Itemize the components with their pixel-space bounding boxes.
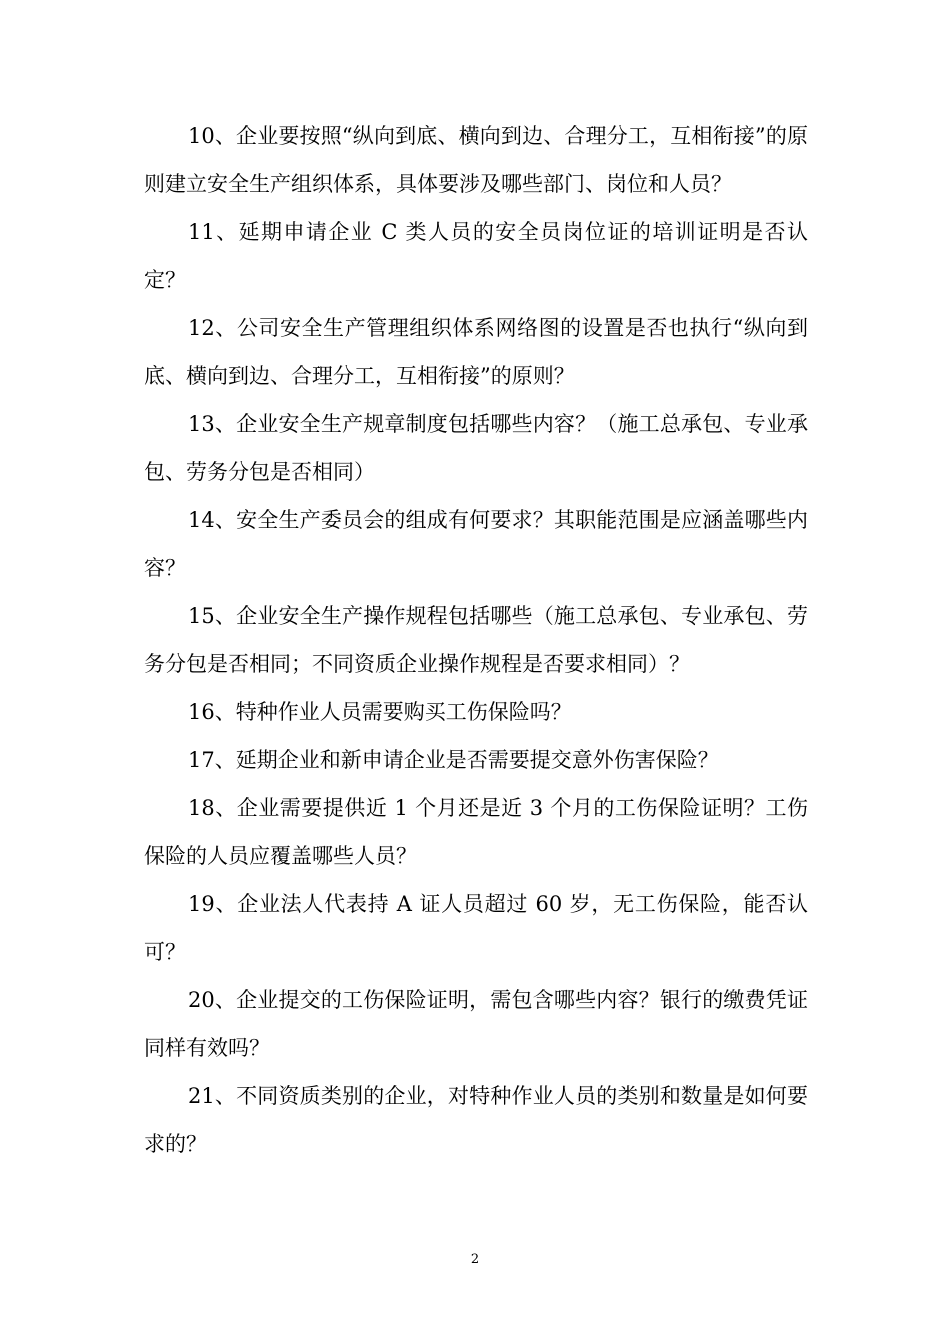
question-paragraph-17: 17、延期企业和新申请企业是否需要提交意外伤害保险？ (188, 748, 719, 772)
question-paragraph-10: 10、企业要按照“纵向到底、横向到边、合理分工，互相衔接”的原则建立安全生产组织体系，具体要涉及哪些部门、岗位和人员？ (144, 124, 808, 196)
question-paragraph-13: 13、企业安全生产规章制度包括哪些内容？（施工总承包、专业承包、劳务分包是否相同） (144, 412, 808, 484)
question-paragraph-11: 11、延期申请企业 C 类人员的安全员岗位证的培训证明是否认定？ (144, 220, 808, 292)
question-paragraph-15: 15、企业安全生产操作规程包括哪些（施工总承包、专业承包、劳务分包是否相同；不同资质企业操作规程是否要求相同）？ (144, 604, 808, 676)
page-number: 2 (470, 1252, 480, 1267)
question-paragraph-12: 12、公司安全生产管理组织体系网络图的设置是否也执行“纵向到底、横向到边、合理分工，互相衔接”的原则？ (144, 316, 808, 388)
document-body (144, 112, 808, 1168)
question-paragraph-18: 18、企业需要提供近 1 个月还是近 3 个月的工伤保险证明？工伤保险的人员应覆盖哪些人员？ (144, 796, 808, 868)
question-paragraph-20: 20、企业提交的工伤保险证明，需包含哪些内容？银行的缴费凭证同样有效吗？ (144, 988, 808, 1060)
question-paragraph-14: 14、安全生产委员会的组成有何要求？其职能范围是应涵盖哪些内容？ (144, 508, 808, 580)
question-paragraph-16: 16、特种作业人员需要购买工伤保险吗？ (188, 700, 572, 724)
question-paragraph-19: 19、企业法人代表持 A 证人员超过 60 岁，无工伤保险，能否认可？ (144, 892, 808, 964)
question-paragraph-21: 21、不同资质类别的企业，对特种作业人员的类别和数量是如何要求的？ (144, 1084, 808, 1156)
